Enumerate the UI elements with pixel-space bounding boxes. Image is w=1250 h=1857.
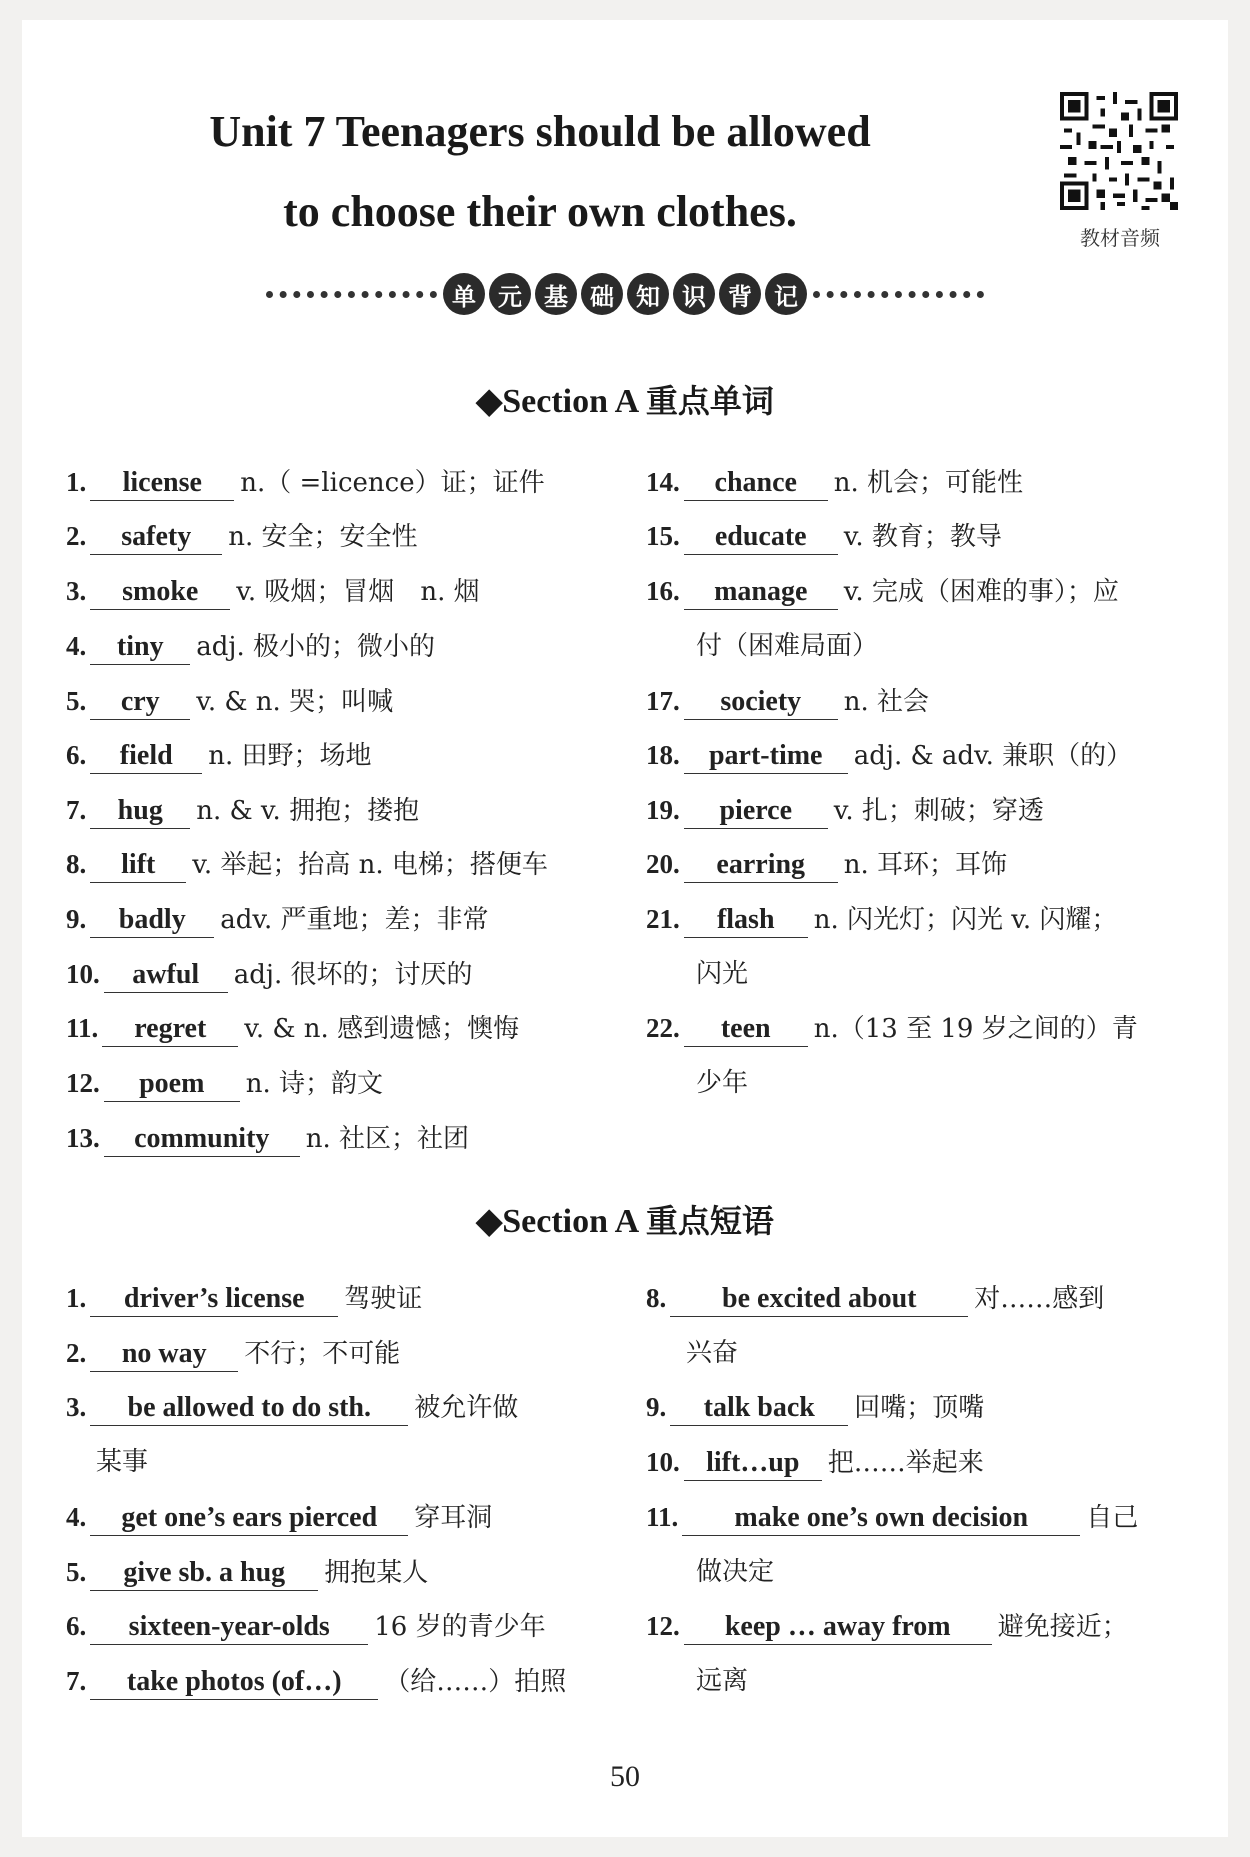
- item-number: 4.: [66, 631, 87, 661]
- answer-blank: part-time: [684, 739, 848, 774]
- item-meaning: n. 田野；场地: [208, 741, 372, 771]
- answer-blank: keep … away from: [684, 1610, 992, 1645]
- item-meaning: n. 社会: [843, 687, 930, 717]
- item-number: 3.: [66, 1392, 87, 1422]
- qr-caption: 教材音频: [1080, 226, 1160, 250]
- item-number: 11.: [646, 1502, 679, 1532]
- phrase-item: [646, 1282, 1104, 1317]
- qr-code-icon[interactable]: [1060, 92, 1178, 210]
- item-meaning: 把……举起来: [827, 1448, 984, 1478]
- answer-blank: cry: [90, 685, 190, 720]
- item-number: 15.: [646, 521, 680, 551]
- word-item: [66, 958, 473, 993]
- meaning-continued: 远离: [696, 1666, 749, 1696]
- banner-char: 础: [581, 273, 623, 315]
- phrase-item: [66, 1391, 518, 1426]
- answer-blank: poem: [104, 1067, 240, 1102]
- word-item: [66, 1122, 469, 1157]
- answer-blank: be allowed to do sth.: [90, 1391, 408, 1426]
- item-meaning: n. 诗；韵文: [245, 1069, 384, 1099]
- answer-blank: smoke: [90, 575, 230, 610]
- phrase-item: [66, 1556, 428, 1591]
- item-number: 20.: [646, 849, 680, 879]
- item-number: 11.: [66, 1013, 99, 1043]
- answer-blank: teen: [684, 1012, 808, 1047]
- meaning-continued: 付（困难局面）: [696, 631, 879, 661]
- phrase-item: [66, 1337, 400, 1372]
- item-meaning: n. & v. 拥抱；搂抱: [196, 796, 420, 826]
- phrase-item: [66, 1501, 492, 1536]
- phrase-item: [646, 1610, 1128, 1645]
- unit-banner: [260, 270, 990, 318]
- word-item: [66, 1012, 519, 1047]
- word-item: [66, 794, 419, 829]
- answer-blank: pierce: [684, 794, 828, 829]
- answer-blank: earring: [684, 848, 838, 883]
- word-item: [66, 520, 418, 555]
- banner-char: 元: [489, 273, 531, 315]
- banner-char: 识: [673, 273, 715, 315]
- word-item: [66, 1067, 383, 1102]
- item-number: 10.: [646, 1447, 680, 1477]
- item-meaning: n. 耳环；耳饰: [843, 850, 1008, 880]
- phrase-item: [66, 1610, 546, 1645]
- item-number: 6.: [66, 740, 87, 770]
- item-meaning: adj. 很坏的；讨厌的: [233, 960, 473, 990]
- item-meaning: v. 完成（困难的事）；应: [843, 577, 1119, 607]
- word-item: [646, 1012, 1138, 1047]
- banner-badges: [443, 273, 807, 315]
- answer-blank: lift…up: [684, 1446, 822, 1481]
- meaning-continued: 兴奋: [686, 1338, 739, 1368]
- word-item: [646, 520, 1002, 555]
- item-meaning: 避免接近；: [997, 1612, 1128, 1642]
- answer-blank: be excited about: [670, 1282, 968, 1317]
- word-item: [646, 685, 929, 720]
- item-meaning: n.（13 至 19 岁之间的）青: [813, 1014, 1138, 1044]
- banner-char: 背: [719, 273, 761, 315]
- banner-dots-left: [266, 291, 437, 298]
- phrase-item: [66, 1282, 422, 1317]
- item-meaning: 穿耳洞: [414, 1503, 493, 1533]
- item-meaning: 不行；不可能: [244, 1339, 401, 1369]
- word-item: [66, 739, 372, 774]
- answer-blank: lift: [90, 848, 186, 883]
- item-meaning: v. 教育；教导: [843, 522, 1002, 552]
- phrase-item: [646, 1446, 984, 1481]
- word-item: [646, 903, 1117, 938]
- item-meaning: 驾驶证: [344, 1284, 423, 1314]
- item-meaning: adj. & adv. 兼职（的）: [853, 741, 1133, 771]
- item-number: 10.: [66, 959, 100, 989]
- answer-blank: flash: [684, 903, 808, 938]
- item-meaning: adv. 严重地；差；非常: [220, 905, 489, 935]
- item-number: 4.: [66, 1502, 87, 1532]
- section-heading-en: ◆Section A: [476, 383, 638, 420]
- unit-title-line2: to choose their own clothes.: [283, 187, 797, 236]
- word-item: [646, 848, 1007, 883]
- answer-blank: safety: [90, 520, 222, 555]
- unit-title-line1: Unit 7 Teenagers should be allowed: [209, 107, 871, 156]
- item-meaning: v. 吸烟；冒烟 n. 烟: [236, 577, 480, 607]
- item-number: 14.: [646, 467, 680, 497]
- answer-blank: educate: [684, 520, 838, 555]
- item-number: 8.: [646, 1283, 667, 1313]
- item-number: 1.: [66, 467, 87, 497]
- meaning-continued: 闪光: [696, 959, 749, 989]
- item-meaning: 被允许做: [414, 1393, 519, 1423]
- banner-char: 基: [535, 273, 577, 315]
- word-item: [66, 575, 480, 610]
- item-number: 19.: [646, 795, 680, 825]
- answer-blank: get one’s ears pierced: [90, 1501, 408, 1536]
- answer-blank: take photos (of…): [90, 1665, 378, 1700]
- item-meaning: 自己: [1086, 1503, 1139, 1533]
- answer-blank: talk back: [670, 1391, 848, 1426]
- item-number: 22.: [646, 1013, 680, 1043]
- answer-blank: no way: [90, 1337, 238, 1372]
- section-heading-en: ◆Section A: [476, 1203, 638, 1240]
- item-number: 2.: [66, 521, 87, 551]
- meaning-continued: 某事: [96, 1447, 149, 1477]
- item-meaning: n. 社区；社团: [305, 1124, 470, 1154]
- word-item: [646, 466, 1023, 501]
- item-number: 3.: [66, 576, 87, 606]
- item-number: 12.: [66, 1068, 100, 1098]
- item-meaning: （给……）拍照: [384, 1667, 567, 1697]
- meaning-continued: 少年: [696, 1068, 749, 1098]
- answer-blank: badly: [90, 903, 214, 938]
- answer-blank: make one’s own decision: [682, 1501, 1080, 1536]
- word-item: [66, 630, 435, 665]
- item-number: 13.: [66, 1123, 100, 1153]
- item-meaning: v. 扎；刺破；穿透: [833, 796, 1044, 826]
- item-number: 7.: [66, 795, 87, 825]
- item-number: 6.: [66, 1611, 87, 1641]
- meaning-continued: 做决定: [696, 1557, 775, 1587]
- word-item: [66, 848, 548, 883]
- item-number: 9.: [66, 904, 87, 934]
- item-meaning: n.（ =licence）证；证件: [240, 468, 545, 498]
- item-number: 17.: [646, 686, 680, 716]
- item-number: 5.: [66, 1557, 87, 1587]
- item-meaning: 16 岁的青少年: [374, 1612, 546, 1642]
- banner-dots-right: [813, 291, 984, 298]
- item-number: 9.: [646, 1392, 667, 1422]
- item-meaning: n. 闪光灯；闪光 v. 闪耀；: [813, 905, 1118, 935]
- item-number: 1.: [66, 1283, 87, 1313]
- item-meaning: 对……感到: [974, 1284, 1105, 1314]
- item-number: 18.: [646, 740, 680, 770]
- item-meaning: n. 安全；安全性: [228, 522, 418, 552]
- item-meaning: v. 举起；抬高 n. 电梯；搭便车: [192, 850, 548, 880]
- item-meaning: n. 机会；可能性: [833, 468, 1024, 498]
- word-item: [66, 685, 393, 720]
- item-number: 12.: [646, 1611, 680, 1641]
- answer-blank: community: [104, 1122, 300, 1157]
- banner-char: 知: [627, 273, 669, 315]
- word-item: [66, 903, 489, 938]
- section-phrases-heading: [0, 1196, 1250, 1242]
- answer-blank: awful: [104, 958, 228, 993]
- answer-blank: license: [90, 466, 234, 501]
- banner-char: 单: [443, 273, 485, 315]
- answer-blank: tiny: [90, 630, 190, 665]
- answer-blank: give sb. a hug: [90, 1556, 318, 1591]
- word-item: [66, 466, 545, 501]
- banner-char: 记: [765, 273, 807, 315]
- item-number: 2.: [66, 1338, 87, 1368]
- answer-blank: regret: [102, 1012, 238, 1047]
- item-number: 5.: [66, 686, 87, 716]
- section-words-heading: [0, 376, 1250, 422]
- item-number: 16.: [646, 576, 680, 606]
- item-meaning: 回嘴；顶嘴: [854, 1393, 985, 1423]
- item-number: 7.: [66, 1666, 87, 1696]
- phrase-item: [66, 1665, 566, 1700]
- item-meaning: v. & n. 哭；叫喊: [196, 687, 394, 717]
- item-meaning: 拥抱某人: [324, 1558, 429, 1588]
- phrase-item: [646, 1501, 1138, 1536]
- item-meaning: v. & n. 感到遗憾；懊悔: [244, 1014, 520, 1044]
- answer-blank: driver’s license: [90, 1282, 338, 1317]
- section-heading-zh: 重点单词: [645, 382, 774, 420]
- answer-blank: field: [90, 739, 202, 774]
- word-item: [646, 575, 1119, 610]
- item-number: 8.: [66, 849, 87, 879]
- word-item: [646, 794, 1044, 829]
- answer-blank: manage: [684, 575, 838, 610]
- answer-blank: sixteen-year-olds: [90, 1610, 368, 1645]
- section-heading-zh: 重点短语: [645, 1202, 774, 1240]
- word-item: [646, 739, 1132, 774]
- page-number: 50: [610, 1760, 640, 1793]
- answer-blank: society: [684, 685, 838, 720]
- answer-blank: chance: [684, 466, 828, 501]
- item-meaning: adj. 极小的；微小的: [196, 632, 435, 662]
- phrase-item: [646, 1391, 984, 1426]
- item-number: 21.: [646, 904, 680, 934]
- answer-blank: hug: [90, 794, 190, 829]
